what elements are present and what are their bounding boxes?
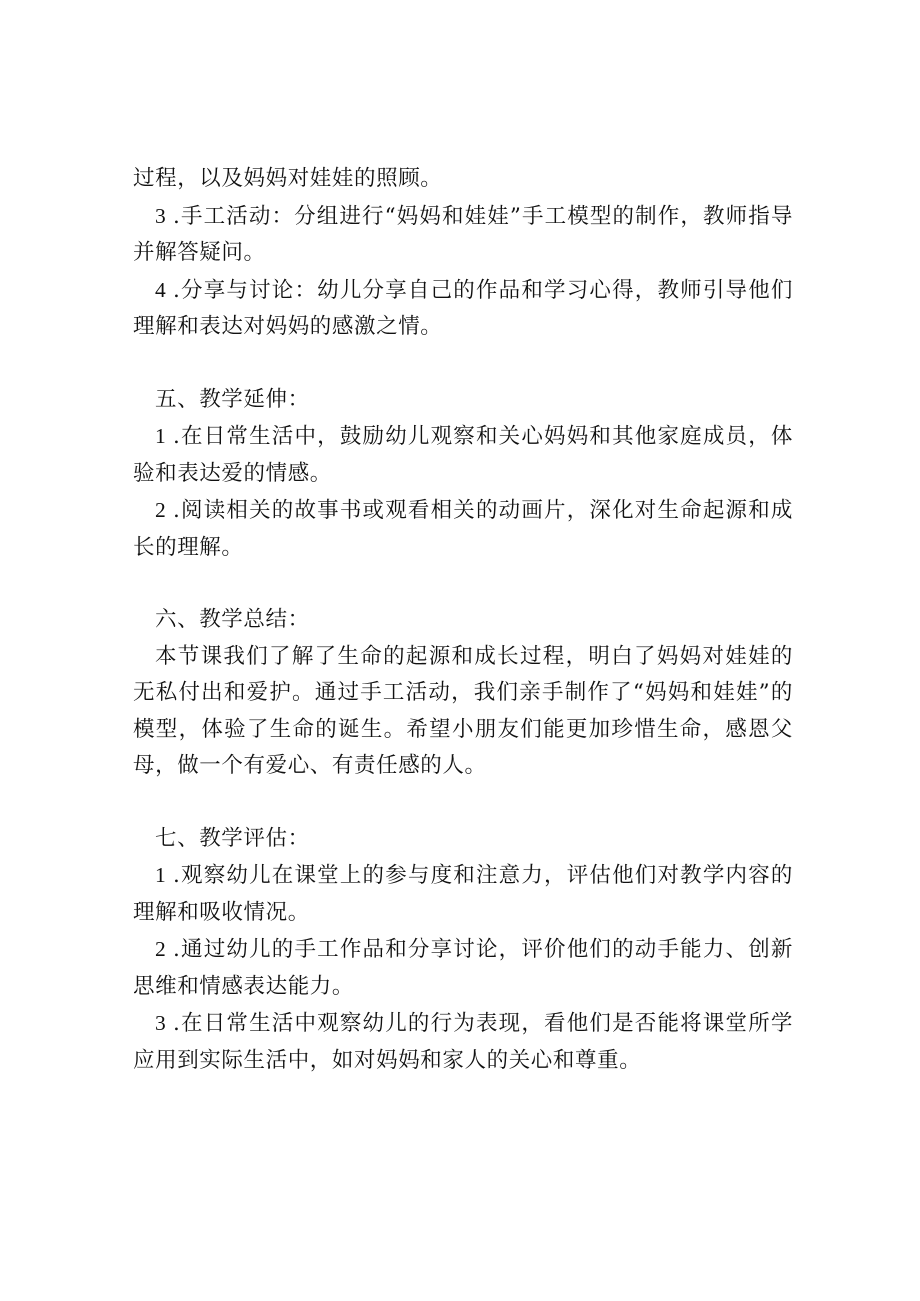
section-teaching-evaluation [133, 821, 793, 1080]
document-body [133, 161, 793, 1079]
item-number: 1 [155, 863, 167, 887]
item-text: .在日常生活中，鼓励幼儿观察和关心妈妈和其他家庭成员，体验和表达爱的情感。 [133, 424, 793, 486]
item-number: 4 [155, 277, 167, 302]
item-text: .在日常生活中观察幼儿的行为表现，看他们是否能将课堂所学应用到实际生活中，如对妈妈和家人的关心和尊重。 [133, 1011, 793, 1073]
item-number: 1 [155, 424, 167, 448]
list-item [133, 1005, 793, 1079]
activity-item-3 [133, 198, 793, 272]
opening-continuation: 过程，以及妈妈对娃娃的照顾。 [133, 166, 443, 191]
item-number: 2 [155, 937, 167, 961]
item-number: 3 [155, 203, 167, 228]
summary-paragraph: 本节课我们了解了生命的起源和成长过程，明白了妈妈对娃娃的无私付出和爱护。通过手工活动，我们亲手制作了“妈妈和娃娃”的模型，体验了生命的诞生。希望小朋友们能更加珍惜生命，感恩父母，做一个有爱心、有责任感的人。 [133, 643, 793, 778]
item-text: .观察幼儿在课堂上的参与度和注意力，评估他们对教学内容的理解和吸收情况。 [133, 863, 793, 925]
item-text: .分享与讨论：幼儿分享自己的作品和学习心得，教师引导他们理解和表达对妈妈的感激之情。 [133, 277, 793, 339]
item-text: .手工活动：分组进行“妈妈和娃娃”手工模型的制作，教师指导并解答疑问。 [133, 203, 793, 265]
list-item [133, 857, 793, 931]
section-heading: 七、教学评估： [155, 825, 310, 851]
item-text: .通过幼儿的手工作品和分享讨论，评价他们的动手能力、创新思维和情感表达能力。 [133, 937, 793, 999]
section-teaching-extension [133, 382, 793, 567]
list-item [133, 492, 793, 566]
item-text: .阅读相关的故事书或观看相关的动画片，深化对生命起源和成长的理解。 [133, 498, 793, 560]
section-teaching-summary [133, 602, 793, 785]
section-heading: 六、教学总结： [155, 607, 310, 632]
list-item [133, 418, 793, 492]
item-number: 2 [155, 498, 167, 522]
activity-item-4 [133, 272, 793, 346]
section-heading: 五、教学延伸： [155, 386, 310, 412]
list-item [133, 931, 793, 1005]
item-number: 3 [155, 1011, 167, 1035]
